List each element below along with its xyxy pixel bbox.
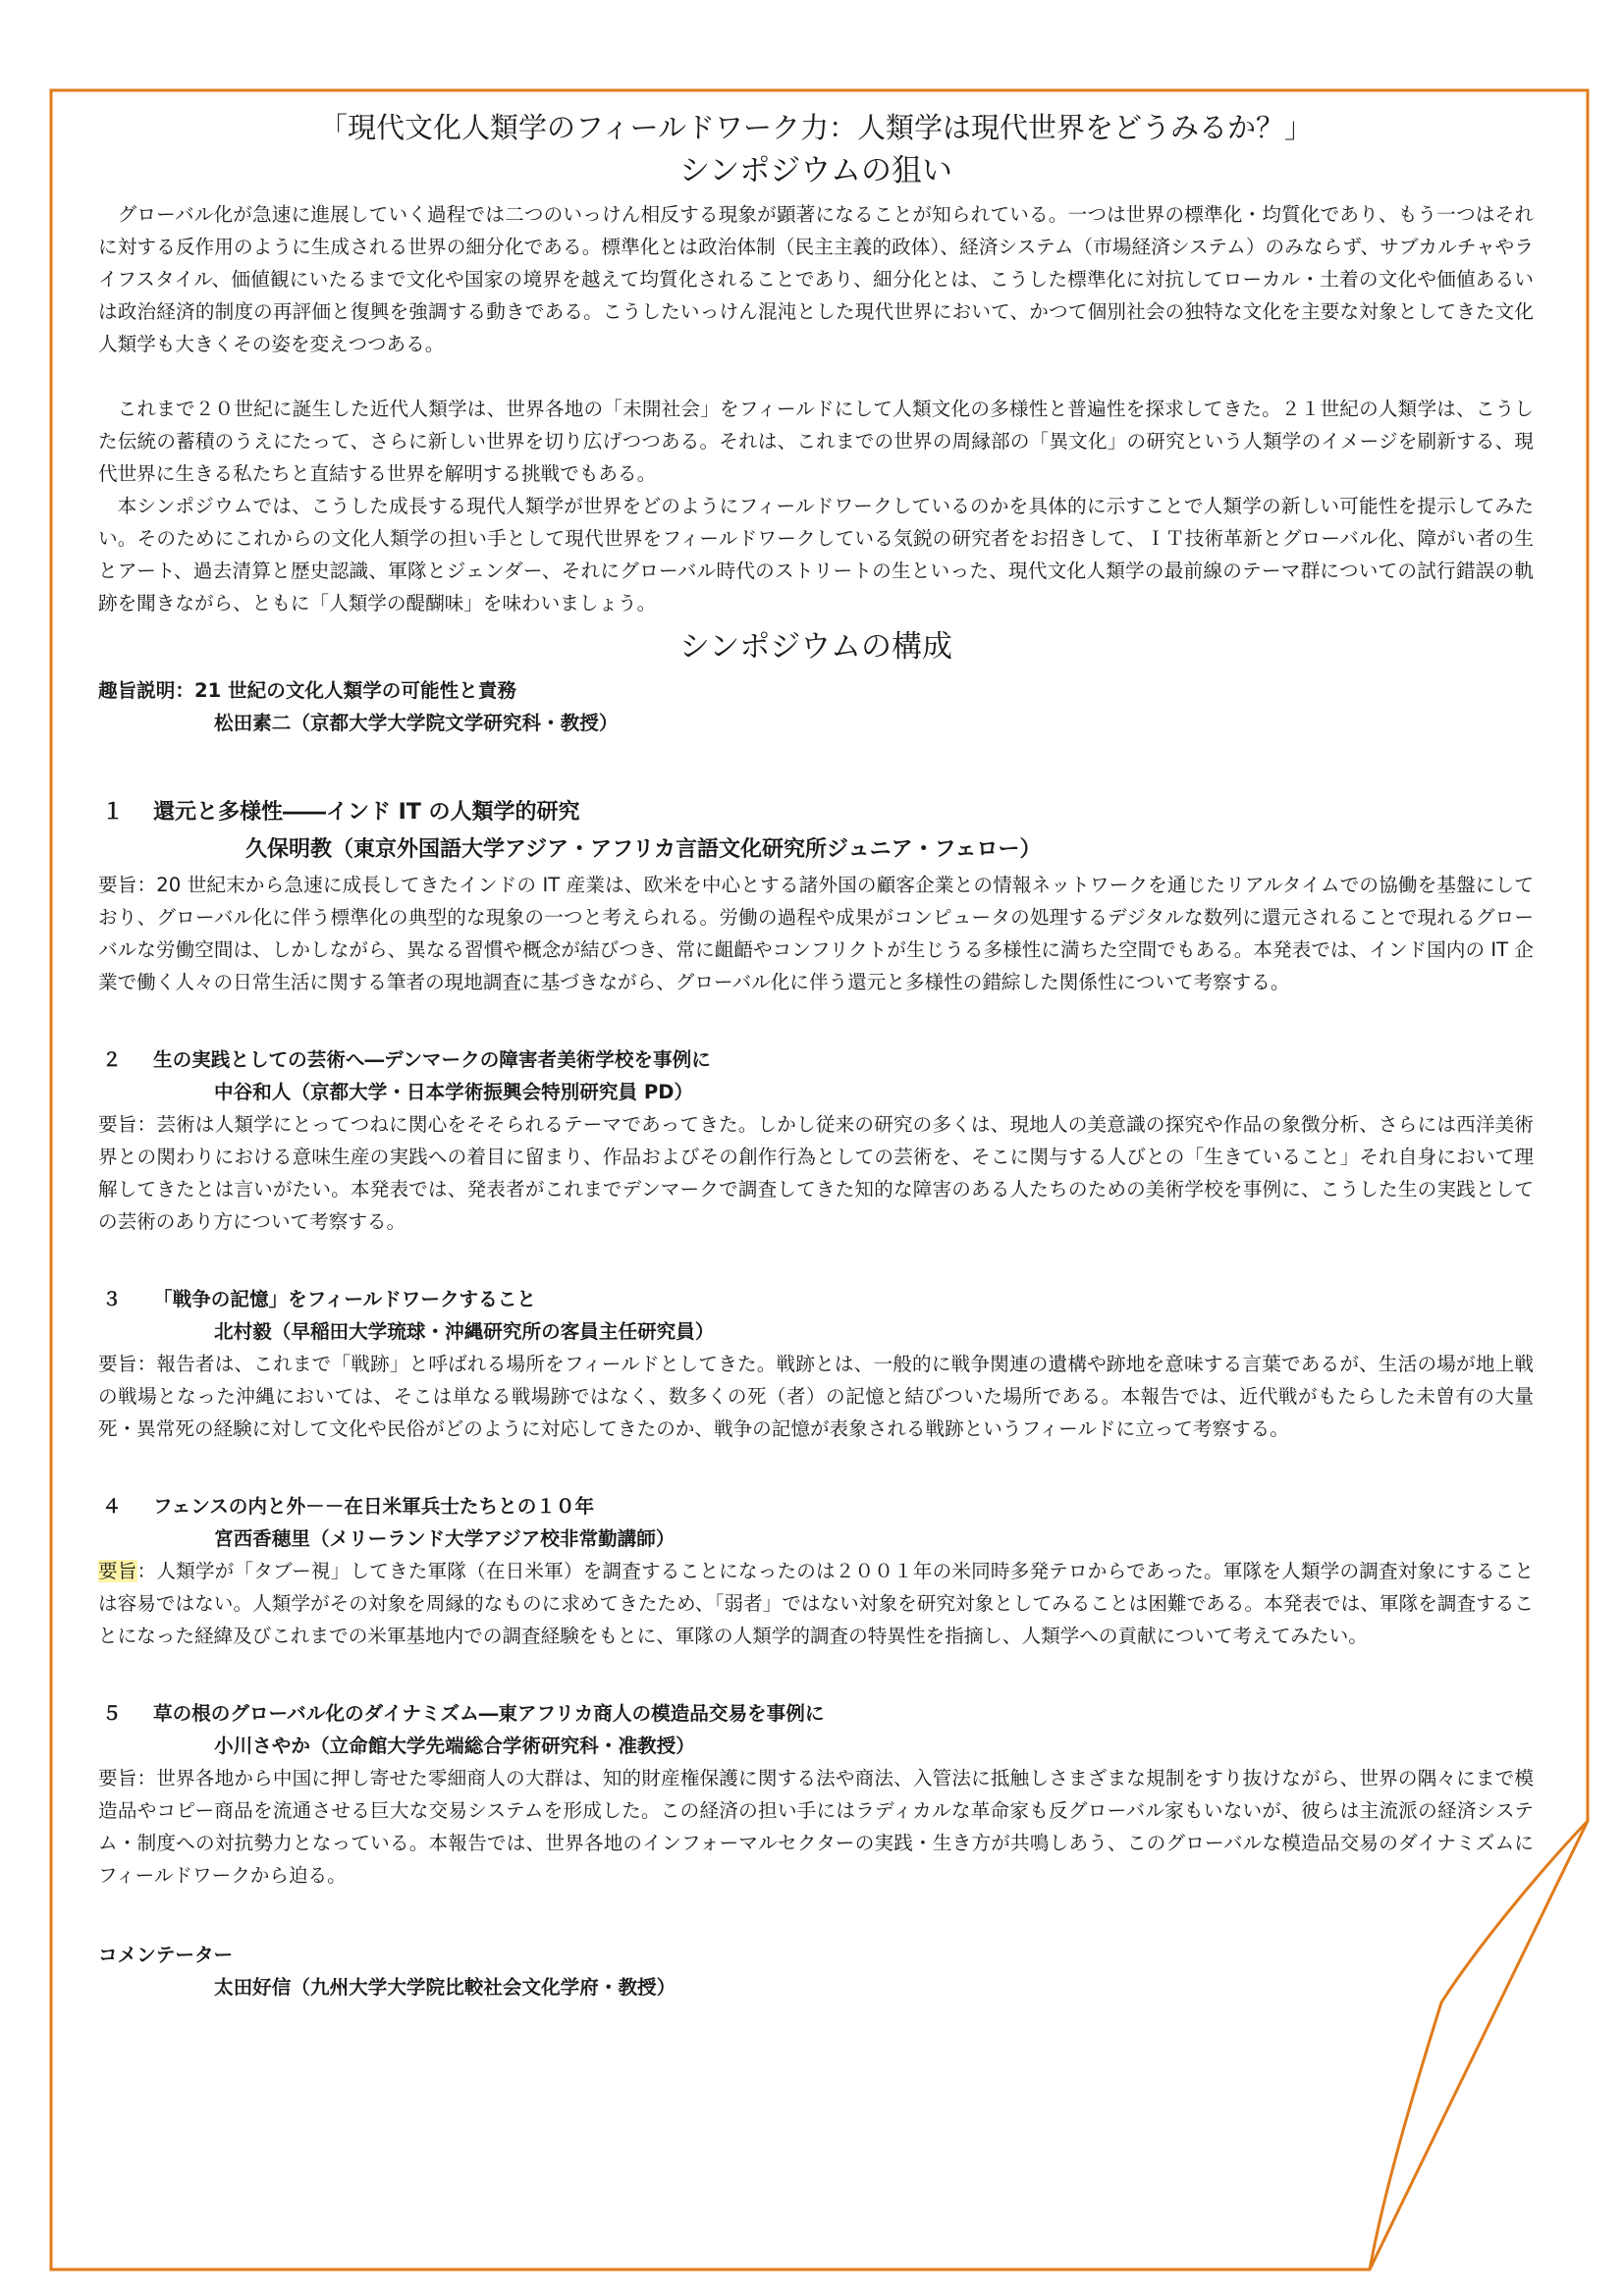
abstract-label-highlighted: 要旨 — [98, 1560, 137, 1582]
presentation-5 — [98, 1697, 1534, 1892]
presentation-title-text: 「戦争の記憶」をフィールドワークすること — [153, 1288, 536, 1310]
flyer-content — [98, 106, 1534, 2003]
presentation-title-text: 生の実践としての芸術へ―デンマークの障害者美術学校を事例に — [153, 1048, 711, 1071]
aims-paragraph-3: 本シンポジウムでは、こうした成長する現代人類学が世界をどのようにフィールドワークしているのかを具体的に示すことで人類学の新しい可能性を提示してみたい。そのためにこれからの文化人類学の担い手として現代世界をフィールドワークしている気鋭の研究者をお招きして、ＩＴ技術革新とグローバル化、障がい者の生とアート、過去清算と歴史認識、軍隊とジェンダー、それにグローバル時代のストリートの生といった、現代文化人類学の最前線のテーマ群についての試行錯誤の軌跡を聞きながら、ともに「人類学の醍醐味」を味わいましょう。 — [98, 495, 1534, 614]
presentation-number: ４ — [102, 1495, 122, 1518]
presentation-abstract — [98, 1555, 1534, 1652]
presentation-title-text: 還元と多様性――インド IT の人類学的研究 — [153, 800, 580, 825]
presentation-1 — [98, 794, 1534, 998]
commentator-label: コメンテーター — [98, 1944, 234, 1966]
presentation-title — [98, 1697, 1534, 1730]
commentator-name: 太田好信（九州大学大学院比較社会文化学府・教授） — [214, 1976, 676, 1999]
abstract-label: 要旨 — [98, 1113, 137, 1136]
aims-heading: シンポジウムの狙い — [679, 153, 952, 188]
presentation-number: ５ — [102, 1702, 122, 1725]
presentation-title — [98, 1043, 1534, 1076]
presentation-number: １ — [102, 800, 125, 825]
abstract-text: ：芸術は人類学にとってつねに関心をそそられるテーマであってきた。しかし従来の研究の多くは、現地人の美意識の探究や作品の象徴分析、さらには西洋美術界との関わりにおける意味生産の実践への着目に留まり、作品およびその創作行為としての芸術を、そこに関与する人びとの「生きていること」それ自身において理解してきたとは言いがたい。本発表では、発表者がこれまでデンマークで調査してきた知的な障害のある人たちのための美術学校を事例に、こうした生の実践としての芸術のあり方について考察する。 — [98, 1113, 1535, 1233]
abstract-label: 要旨 — [98, 1767, 137, 1789]
presentation-3 — [98, 1283, 1534, 1445]
abstract-text: ：報告者は、これまで「戦跡」と呼ばれる場所をフィールドとしてきた。戦跡とは、一般的に戦争関連の遺構や跡地を意味する言葉であるが、生活の場が地上戦の戦場となった沖縄においては、そこは単なる戦場跡ではなく、数多くの死（者）の記憶と結びついた場所である。本報告では、近代戦がもたらした未曽有の大量死・異常死の経験に対して文化や民俗がどのように対応してきたのか、戦争の記憶が表象される戦跡というフィールドに立って考察する。 — [98, 1353, 1534, 1440]
presentation-title — [98, 794, 1534, 831]
presentation-4 — [98, 1490, 1534, 1652]
intro-label: 趣旨説明：21 世紀の文化人類学の可能性と責務 — [98, 679, 516, 702]
presentation-title-text: 草の根のグローバル化のダイナミズム―東アフリカ商人の模造品交易を事例に — [153, 1702, 825, 1725]
page-title: 「現代文化人類学のフィールドワーク力：人類学は現代世界をどうみるか？」 — [318, 111, 1314, 144]
presentation-number: ２ — [102, 1048, 122, 1071]
presentation-abstract — [98, 1108, 1534, 1238]
presentation-speaker: 宮西香穂里（メリーランド大学アジア校非常勤講師） — [214, 1527, 676, 1550]
intro-speaker: 松田素二（京都大学大学院文学研究科・教授） — [214, 712, 619, 734]
abstract-text: ：世界各地から中国に押し寄せた零細商人の大群は、知的財産権保護に関する法や商法、入管法に抵触しさまざまな規制をすり抜けながら、世界の隅々にまで模造品やコピー商品を流通させる巨大な交易システムを形成した。この経済の担い手にはラディカルな革命家も反グローバル家もいないが、彼らは主流派の経済システム・制度への対抗勢力となっている。本報告では、世界各地のインフォーマルセクターの実践・生き方が共鳴しあう、このグローバルな模造品交易のダイナミズムにフィールドワークから迫る。 — [98, 1767, 1535, 1887]
presentation-speaker: 久保明教（東京外国語大学アジア・アフリカ言語文化研究所ジュニア・フェロー） — [245, 837, 1042, 862]
abstract-text: ：20 世紀末から急速に成長してきたインドの IT 産業は、欧米を中心とする諸外国の顧客企業との情報ネットワークを通じたリアルタイムでの協働を基盤にしており、グローバル化に伴う標準化の典型的な現象の一つと考えられる。労働の過程や成果がコンピュータの処理するデジタルな数列に還元されることで現れるグローバルな労働空間は、しかしながら、異なる習慣や概念が結びつき、常に齟齬やコンフリクトが生じうる多様性に満ちた空間でもある。本発表では、インド国内の IT 企業で働く人々の日常生活に関する筆者の現地調査に基づきながら、グローバル化に伴う還元と多様性の錯綜した関係性について考察する。 — [98, 874, 1535, 993]
abstract-text: ：人類学が「タブー視」してきた軍隊（在日米軍）を調査することになったのは２００１年の米同時多発テロからであった。軍隊を人類学の調査対象にすることは容易ではない。人類学がその対象を周縁的なものに求めてきたため、「弱者」ではない対象を研究対象としてみることは困難である。本発表では、軍隊を調査することになった経緯及びこれまでの米軍基地内での調査経験をもとに、軍隊の人類学的調査の特異性を指摘し、人類学への貢献について考えてみたい。 — [98, 1560, 1534, 1647]
abstract-label: 要旨 — [98, 1353, 137, 1375]
abstract-label: 要旨 — [98, 874, 137, 896]
presentation-speaker: 小川さやか（立命館大学先端総合学術研究科・准教授） — [214, 1735, 695, 1757]
presentation-abstract — [98, 1348, 1534, 1445]
aims-paragraph-2: これまで２０世紀に誕生した近代人類学は、世界各地の「未開社会」をフィールドにして人類文化の多様性と普遍性を探求してきた。２１世紀の人類学は、こうした伝統の蓄積のうえにたって、さらに新しい世界を切り広げつつある。それは、これまでの世界の周縁部の「異文化」の研究という人類学のイメージを刷新する、現代世界に生きる私たちと直結する世界を解明する挑戦でもある。 — [98, 398, 1534, 485]
structure-heading: シンポジウムの構成 — [679, 629, 952, 665]
presentation-speaker: 中谷和人（京都大学・日本学術振興会特別研究員 PD） — [214, 1081, 694, 1103]
commentator-block — [98, 1939, 1534, 2003]
presentation-title — [98, 1283, 1534, 1315]
presentation-2 — [98, 1043, 1534, 1238]
aims-paragraph-1: グローバル化が急速に進展していく過程では二つのいっけん相反する現象が顕著になることが知られている。一つは世界の標準化・均質化であり、もう一つはそれに対する反作用のように生成される世界の細分化である。標準化とは政治体制（民主主義的政体）、経済システム（市場経済システム）のみならず、サブカルチャやライフスタイル、価値観にいたるまで文化や国家の境界を越えて均質化されることであり、細分化とは、こうした標準化に対抗してローカル・土着の文化や価値あるいは政治経済的制度の再評価と復興を強調する動きである。こうしたいっけん混沌とした現代世界において、かつて個別社会の独特な文化を主要な対象としてきた文化人類学も大きくその姿を変えつつある。 — [98, 203, 1534, 355]
presentation-title — [98, 1490, 1534, 1522]
presentation-speaker: 北村毅（早稲田大学琉球・沖縄研究所の客員主任研究員） — [214, 1320, 715, 1343]
presentation-abstract — [98, 869, 1534, 998]
presentation-number: ３ — [102, 1288, 122, 1310]
presentation-title-text: フェンスの内と外－－在日米軍兵士たちとの１０年 — [153, 1495, 595, 1518]
presentation-abstract — [98, 1762, 1534, 1892]
